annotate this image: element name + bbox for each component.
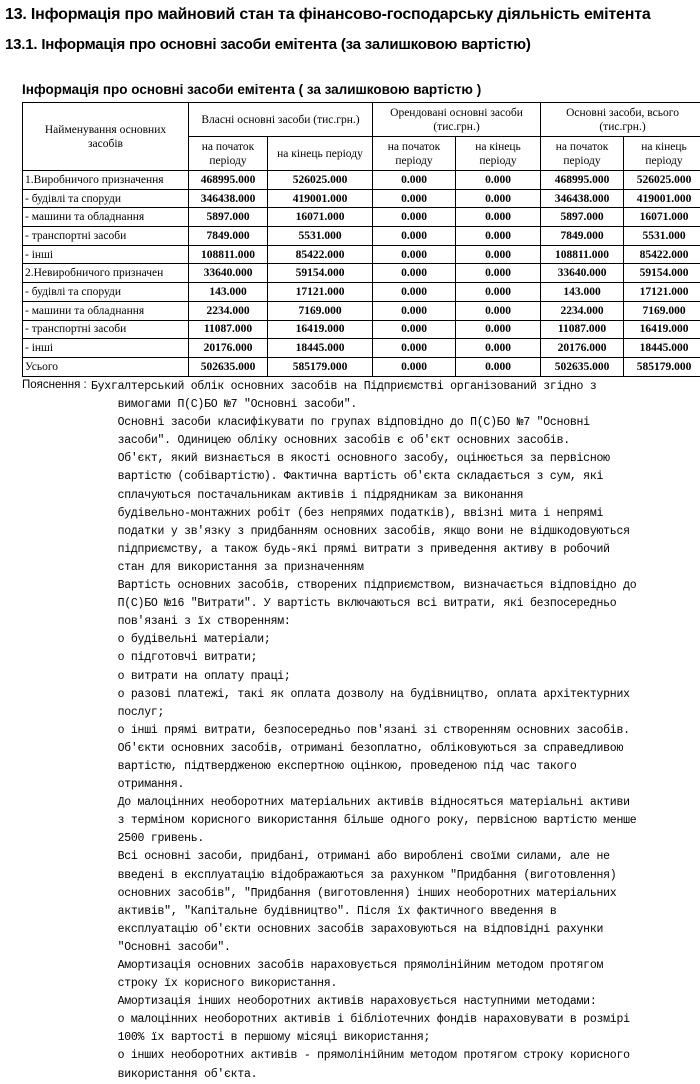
value-cell: 468995.000 <box>189 171 268 190</box>
value-cell: 16071.000 <box>268 208 373 227</box>
notes-line: вартістю (собівартістю). Фактична вартість об'єкта складається з сум, які <box>91 468 691 486</box>
group-header-leased: Орендовані основні засоби (тис.грн.) <box>373 103 541 137</box>
notes-line: засоби". Одиницею обліку основних засобів є об'єкт основних засобів. <box>91 432 691 450</box>
value-cell: 502635.000 <box>189 357 268 376</box>
value-cell: 108811.000 <box>541 245 624 264</box>
value-cell: 16419.000 <box>268 320 373 339</box>
notes-line: Амортизація основних засобів нараховується прямолінійним методом протягом <box>91 957 691 975</box>
value-cell: 5897.000 <box>189 208 268 227</box>
value-cell: 17121.000 <box>268 283 373 302</box>
value-cell: 0.000 <box>456 320 541 339</box>
value-cell: 2234.000 <box>541 301 624 320</box>
table-caption: Інформація про основні засоби емітента ( за залишковою вартістю ) <box>22 82 481 97</box>
value-cell: 16419.000 <box>624 320 700 339</box>
value-cell: 59154.000 <box>268 264 373 283</box>
row-label: - транспортні засоби <box>23 227 189 246</box>
row-label: - інші <box>23 339 189 358</box>
notes-line: Основні засоби класифікувати по групах відповідно до П(С)БО №7 "Основні <box>91 414 691 432</box>
value-cell: 346438.000 <box>541 189 624 208</box>
group-header-total: Основні засоби, всього (тис.грн.) <box>541 103 700 137</box>
table-row <box>23 264 700 283</box>
subheader-start: на початок періоду <box>373 137 456 171</box>
notes-line: введені в експлуатацію відображаються за рахунком "Придбання (виготовлення) <box>91 867 691 885</box>
value-cell: 585179.000 <box>624 357 700 376</box>
notes-line: податки у зв'язку з придбанням основних засобів, якщо вони не відшкодовуються <box>91 523 691 541</box>
notes-line: підприємству, а також будь-які прямі витрати з приведення активу в робочий <box>91 541 691 559</box>
notes-line: послуг; <box>91 704 691 722</box>
notes-line: Амортизація інших необоротних активів нараховується наступними методами: <box>91 993 691 1011</box>
value-cell: 2234.000 <box>189 301 268 320</box>
notes-line: активів", "Капітальне будівництво". Після їх фактичного введення в <box>91 903 691 921</box>
notes-line: основних засобів", "Придбання (виготовлення) інших необоротних матеріальних <box>91 885 691 903</box>
notes-line: строку їх корисного використання. <box>91 975 691 993</box>
subsection-title: 13.1. Інформація про основні засоби емітента (за залишковою вартістю) <box>5 36 531 53</box>
notes-line: вартістю, підтвердженою експертною оцінкою, проведеною під час такого <box>91 758 691 776</box>
notes-line: використання об'єкта. <box>91 1066 691 1084</box>
notes-line: Об'єкт, який визнається в якості основного засобу, оцінюється за первісною <box>91 450 691 468</box>
row-label: Усього <box>23 357 189 376</box>
subheader-end: на кінець періоду <box>456 137 541 171</box>
notes-line: сплачуються постачальникам активів і підрядникам за виконання <box>91 487 691 505</box>
notes-line: 100% їх вартості в першому місяці використання; <box>91 1029 691 1047</box>
value-cell: 585179.000 <box>268 357 373 376</box>
value-cell: 5531.000 <box>624 227 700 246</box>
value-cell: 108811.000 <box>189 245 268 264</box>
value-cell: 5897.000 <box>541 208 624 227</box>
notes-line: з терміном корисного використання більше одного року, первісною вартістю менше <box>91 812 691 830</box>
value-cell: 0.000 <box>373 171 456 190</box>
table-row <box>23 301 700 320</box>
value-cell: 0.000 <box>373 339 456 358</box>
notes-line: будівельно-монтажних робіт (без непрямих податків), ввізні мита і непрямі <box>91 505 691 523</box>
value-cell: 0.000 <box>373 301 456 320</box>
value-cell: 143.000 <box>541 283 624 302</box>
notes-line: Вартість основних засобів, створених підприємством, визначається відповідно до <box>91 577 691 595</box>
value-cell: 33640.000 <box>541 264 624 283</box>
value-cell: 7169.000 <box>268 301 373 320</box>
value-cell: 0.000 <box>373 208 456 227</box>
value-cell: 419001.000 <box>268 189 373 208</box>
notes-line: о підготовчі витрати; <box>91 649 691 667</box>
value-cell: 0.000 <box>373 357 456 376</box>
value-cell: 59154.000 <box>624 264 700 283</box>
value-cell: 526025.000 <box>268 171 373 190</box>
value-cell: 0.000 <box>456 208 541 227</box>
row-label: 1.Виробничого призначення <box>23 171 189 190</box>
value-cell: 0.000 <box>373 227 456 246</box>
row-label: - транспортні засоби <box>23 320 189 339</box>
value-cell: 419001.000 <box>624 189 700 208</box>
notes-line: До малоцінних необоротних матеріальних активів відносяться матеріальні активи <box>91 794 691 812</box>
value-cell: 7849.000 <box>189 227 268 246</box>
value-cell: 33640.000 <box>189 264 268 283</box>
value-cell: 0.000 <box>373 264 456 283</box>
value-cell: 18445.000 <box>624 339 700 358</box>
notes-text <box>91 378 691 1084</box>
fixed-assets-table <box>22 102 700 377</box>
value-cell: 526025.000 <box>624 171 700 190</box>
row-label: - будівлі та споруди <box>23 283 189 302</box>
row-label: - машини та обладнання <box>23 208 189 227</box>
value-cell: 7849.000 <box>541 227 624 246</box>
table-row <box>23 208 700 227</box>
table-row <box>23 339 700 358</box>
value-cell: 0.000 <box>456 245 541 264</box>
notes-line: Всі основні засоби, придбані, отримані або вироблені своїми силами, але не <box>91 848 691 866</box>
row-label: - будівлі та споруди <box>23 189 189 208</box>
group-header-own: Власні основні засоби (тис.грн.) <box>189 103 373 137</box>
value-cell: 11087.000 <box>541 320 624 339</box>
value-cell: 20176.000 <box>541 339 624 358</box>
value-cell: 0.000 <box>456 264 541 283</box>
notes-line: о витрати на оплату праці; <box>91 668 691 686</box>
value-cell: 20176.000 <box>189 339 268 358</box>
notes-line: вимогами П(С)БО №7 "Основні засоби". <box>91 396 691 414</box>
subheader-start: на початок періоду <box>541 137 624 171</box>
notes-line: отримання. <box>91 776 691 794</box>
notes-line: 2500 гривень. <box>91 830 691 848</box>
notes-line: о малоцінних необоротних активів і бібліотечних фондів нараховувати в розмірі <box>91 1011 691 1029</box>
row-label: - машини та обладнання <box>23 301 189 320</box>
subheader-end: на кінець періоду <box>624 137 700 171</box>
column-header-name: Найменування основних засобів <box>23 103 189 171</box>
notes-line: експлуатацію об'єкти основних засобів зараховуються на відповідні рахунки <box>91 921 691 939</box>
notes-line: о інших необоротних активів - прямолінійним методом протягом строку корисного <box>91 1047 691 1065</box>
notes-line: Об'єкти основних засобів, отримані безоплатно, обліковуються за справедливою <box>91 740 691 758</box>
table-row <box>23 320 700 339</box>
notes-line: о інші прямі витрати, безпосередньо пов'язані зі створенням основних засобів. <box>91 722 691 740</box>
value-cell: 85422.000 <box>268 245 373 264</box>
value-cell: 346438.000 <box>189 189 268 208</box>
notes-line: о разові платежі, такі як оплата дозволу на будівництво, оплата архітектурних <box>91 686 691 704</box>
value-cell: 468995.000 <box>541 171 624 190</box>
value-cell: 0.000 <box>456 283 541 302</box>
subheader-end: на кінець періоду <box>268 137 373 171</box>
value-cell: 0.000 <box>456 189 541 208</box>
table-row <box>23 171 700 190</box>
value-cell: 0.000 <box>456 301 541 320</box>
value-cell: 0.000 <box>456 171 541 190</box>
table-row <box>23 227 700 246</box>
value-cell: 0.000 <box>373 283 456 302</box>
value-cell: 11087.000 <box>189 320 268 339</box>
table-row <box>23 245 700 264</box>
value-cell: 0.000 <box>456 227 541 246</box>
value-cell: 16071.000 <box>624 208 700 227</box>
notes-line: о будівельні матеріали; <box>91 631 691 649</box>
value-cell: 0.000 <box>456 339 541 358</box>
value-cell: 0.000 <box>373 189 456 208</box>
notes-line: пов'язані з їх створенням: <box>91 613 691 631</box>
table-row <box>23 283 700 302</box>
value-cell: 5531.000 <box>268 227 373 246</box>
notes-line: Бухгалтерський облік основних засобів на Підприємстві організований згідно з <box>91 378 691 396</box>
table-row <box>23 189 700 208</box>
value-cell: 17121.000 <box>624 283 700 302</box>
row-label: 2.Невиробничого призначен <box>23 264 189 283</box>
subheader-start: на початок періоду <box>189 137 268 171</box>
row-label: - інші <box>23 245 189 264</box>
notes-line: П(С)БО №16 "Витрати". У вартість включаються всі витрати, які безпосередньо <box>91 595 691 613</box>
value-cell: 0.000 <box>373 245 456 264</box>
value-cell: 18445.000 <box>268 339 373 358</box>
value-cell: 85422.000 <box>624 245 700 264</box>
section-title: 13. Інформація про майновий стан та фінансово-господарську діяльність емітента <box>5 6 651 24</box>
notes-line: стан для використання за призначенням <box>91 559 691 577</box>
value-cell: 143.000 <box>189 283 268 302</box>
notes-label: Пояснення : <box>22 379 87 391</box>
notes-line: "Основні засоби". <box>91 939 691 957</box>
value-cell: 0.000 <box>456 357 541 376</box>
table-row <box>23 357 700 376</box>
value-cell: 7169.000 <box>624 301 700 320</box>
value-cell: 502635.000 <box>541 357 624 376</box>
value-cell: 0.000 <box>373 320 456 339</box>
